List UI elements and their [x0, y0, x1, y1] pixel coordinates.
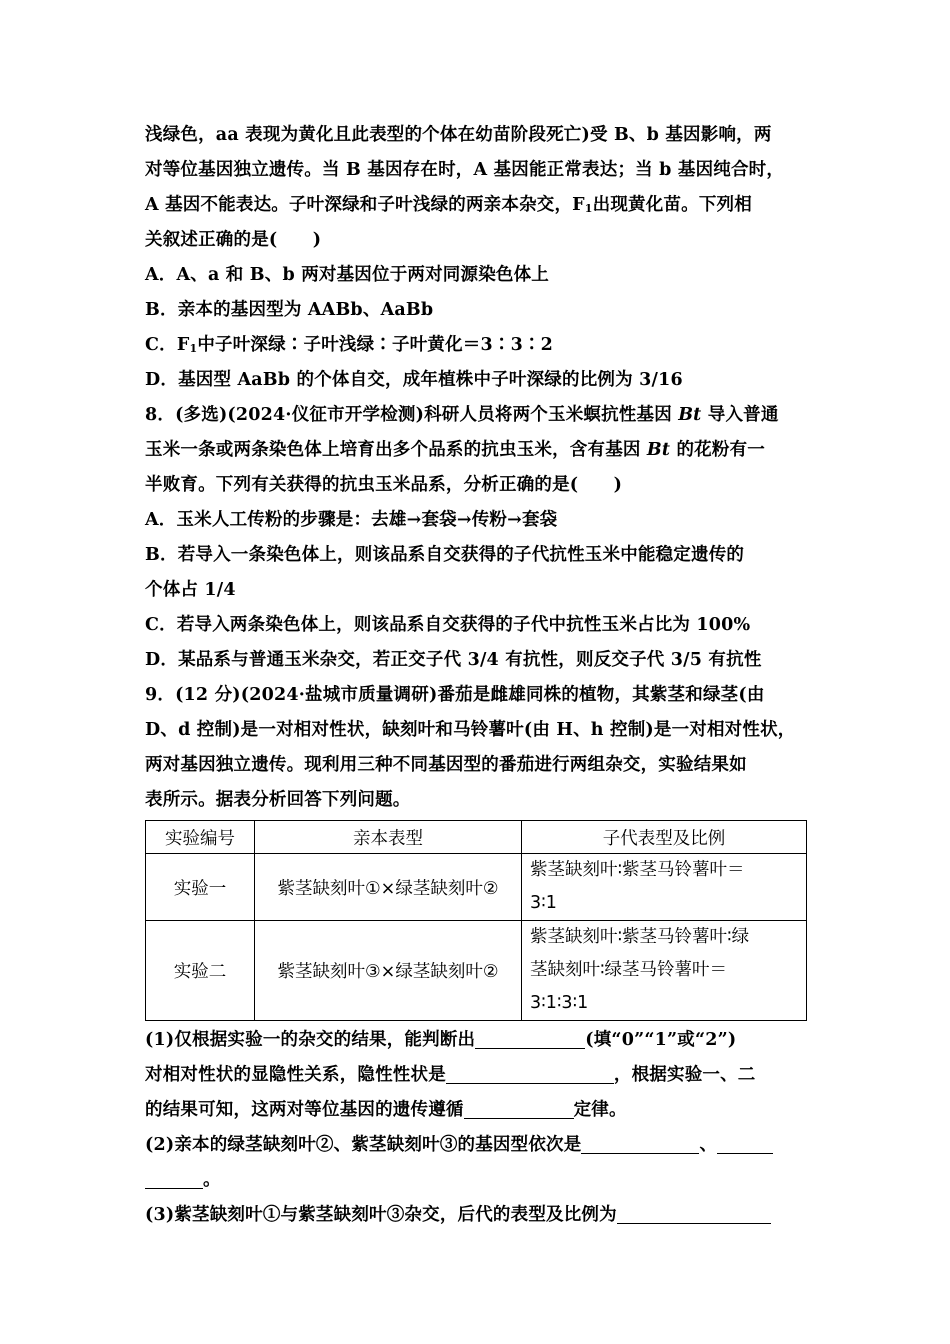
q9-sub1-text: 的结果可知，这两对等位基因的遗传遵循: [145, 1100, 464, 1120]
offspring-text: 紫茎缺刻叶∶紫茎马铃薯叶＝: [530, 860, 745, 880]
q9-sub2-text: 。: [203, 1170, 221, 1190]
answer-blank[interactable]: [581, 1131, 699, 1154]
table-header-row: [146, 821, 807, 854]
q7-stem-line: 浅绿色，aa 表现为黄化且此表型的个体在幼苗阶段死亡)受 B、b 基因影响，两: [145, 125, 772, 145]
q7-option-c-text: 中子叶深绿∶子叶浅绿∶子叶黄化＝3∶3∶2: [197, 335, 554, 355]
q9-sub3-text: (3)紫茎缺刻叶①与紫茎缺刻叶③杂交，后代的表型及比例为: [145, 1205, 617, 1225]
q9-stem-line: D、d 控制)是一对相对性状，缺刻叶和马铃薯叶(由 H、h 控制)是一对相对性状，: [145, 720, 796, 740]
offspring-text: 3∶1: [530, 893, 557, 913]
table-cell-id: 实验一: [146, 854, 255, 921]
q9-sub1-line: [145, 1058, 807, 1093]
q7-stem-line: [145, 188, 807, 223]
q8-stem-line: 半败育。下列有关获得的抗虫玉米品系，分析正确的是( ): [145, 475, 623, 495]
answer-blank[interactable]: [475, 1026, 585, 1049]
answer-blank[interactable]: [717, 1131, 773, 1154]
gene-name: Bt: [678, 405, 702, 425]
q9-sub2-line: [145, 1128, 807, 1163]
q9-sub1-text: 对相对性状的显隐性关系，隐性性状是: [145, 1065, 446, 1085]
q8-option-a: A．玉米人工传粉的步骤是：去雄→套袋→传粉→套袋: [145, 510, 558, 530]
table-row: [146, 854, 807, 921]
q9-sub2-line: [145, 1163, 807, 1198]
q7-stem-line: 对等位基因独立遗传。当 B 基因存在时，A 基因能正常表达；当 b 基因纯合时，: [145, 160, 785, 180]
offspring-text: 紫茎缺刻叶∶紫茎马铃薯叶∶绿: [530, 927, 750, 947]
subscript: 1: [189, 342, 198, 355]
q9-sub1-text: 定律。: [573, 1100, 627, 1120]
q9-sub1-line: [145, 1023, 807, 1058]
q8-stem-line: [145, 433, 807, 468]
table-cell-offspring: [522, 854, 807, 921]
document-page: [145, 118, 807, 1233]
subscript: 1: [584, 202, 593, 215]
offspring-text: 3∶1∶3∶1: [530, 993, 589, 1013]
q9-sub1-text: (1)仅根据实验一的杂交的结果，能判断出: [145, 1030, 476, 1050]
q9-sub3-line: [145, 1198, 807, 1233]
q7-stem-text: 出现黄化苗。下列相: [592, 195, 752, 215]
table-row: [146, 921, 807, 1021]
answer-blank[interactable]: [464, 1096, 574, 1119]
table-cell-offspring: [522, 921, 807, 1021]
answer-blank[interactable]: [446, 1061, 614, 1084]
table-header: 实验编号: [146, 821, 255, 854]
table-cell-parents: 紫茎缺刻叶①×绿茎缺刻叶②: [255, 854, 522, 921]
q7-option-d: D．基因型 AaBb 的个体自交，成年植株中子叶深绿的比例为 3/16: [145, 370, 683, 390]
offspring-text: 茎缺刻叶∶绿茎马铃薯叶＝: [530, 960, 728, 980]
table-cell-parents: 紫茎缺刻叶③×绿茎缺刻叶②: [255, 921, 522, 1021]
q7-option-c: [145, 328, 807, 363]
q8-option-c: C．若导入两条染色体上，则该品系自交获得的子代中抗性玉米占比为 100%: [145, 615, 751, 635]
experiment-table: [145, 820, 807, 1021]
q7-option-b: B．亲本的基因型为 AABb、AaBb: [145, 300, 434, 320]
q9-sub1-text: (填“0”“1”或“2”): [585, 1030, 737, 1050]
table-header: 子代表型及比例: [522, 821, 807, 854]
answer-blank[interactable]: [617, 1201, 771, 1224]
q9-stem-line: 两对基因独立遗传。现利用三种不同基因型的番茄进行两组杂交，实验结果如: [145, 755, 747, 775]
q9-sub1-text: ，根据实验一、二: [613, 1065, 756, 1085]
q7-stem-text: A 基因不能表达。子叶深绿和子叶浅绿的两亲本杂交，F: [145, 195, 585, 215]
q8-stem-text: 的花粉有一: [670, 440, 765, 460]
q9-sub1-line: [145, 1093, 807, 1128]
q7-stem-line: 关叙述正确的是( ): [145, 230, 322, 250]
q7-option-a: A．A、a 和 B、b 两对基因位于两对同源染色体上: [145, 265, 549, 285]
q8-option-d: D．某品系与普通玉米杂交，若正交子代 3/4 有抗性，则反交子代 3/5 有抗性: [145, 650, 762, 670]
q8-stem-text: 玉米一条或两条染色体上培育出多个品系的抗虫玉米，含有基因: [145, 440, 647, 460]
q8-stem-text: 导入普通: [701, 405, 779, 425]
q8-stem-line: [145, 398, 807, 433]
q9-sub2-text: (2)亲本的绿茎缺刻叶②、紫茎缺刻叶③的基因型依次是: [145, 1135, 582, 1155]
q8-option-b: 个体占 1/4: [145, 580, 236, 600]
table-header: 亲本表型: [255, 821, 522, 854]
q8-stem-text: 8．(多选)(2024·仪征市开学检测)科研人员将两个玉米螟抗性基因: [145, 405, 679, 425]
q9-stem-line: 9．(12 分)(2024·盐城市质量调研)番茄是雌雄同株的植物，其紫茎和绿茎(由: [145, 685, 765, 705]
q9-stem-line: 表所示。据表分析回答下列问题。: [145, 790, 411, 810]
q7-option-c-prefix: C．F: [145, 335, 190, 355]
gene-name: Bt: [646, 440, 671, 460]
answer-blank[interactable]: [145, 1166, 203, 1189]
q8-option-b: B．若导入一条染色体上，则该品系自交获得的子代抗性玉米中能稳定遗传的: [145, 545, 745, 565]
q9-sub2-text: 、: [699, 1135, 718, 1155]
table-cell-id: 实验二: [146, 921, 255, 1021]
